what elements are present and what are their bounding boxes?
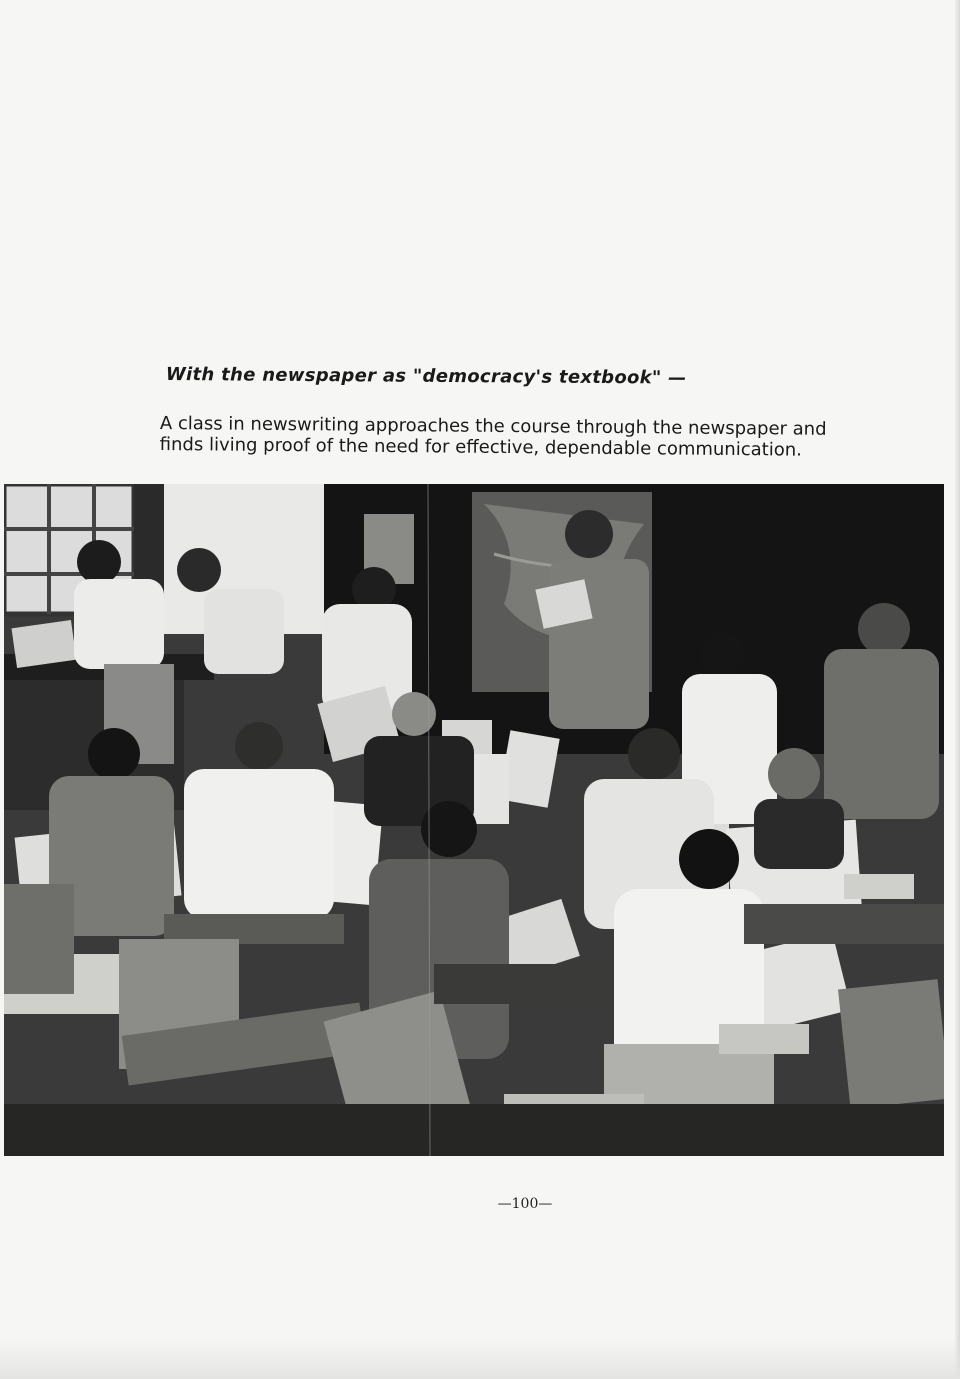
- caption-line-2: finds living proof of the need for effective, dependable communication.: [159, 433, 802, 461]
- page-bottom-band: [0, 1339, 960, 1379]
- page-edge-shadow: [954, 0, 960, 1379]
- page-number: —100—: [497, 1196, 553, 1212]
- classroom-photo-illustration: [4, 484, 944, 1156]
- caption-body: [160, 413, 860, 461]
- caption-line-1: A class in newswriting approaches the course through the newspaper and: [159, 413, 827, 440]
- classroom-photo: [4, 484, 944, 1156]
- caption-title: With the newspaper as "democracy's textbook" —: [165, 364, 687, 389]
